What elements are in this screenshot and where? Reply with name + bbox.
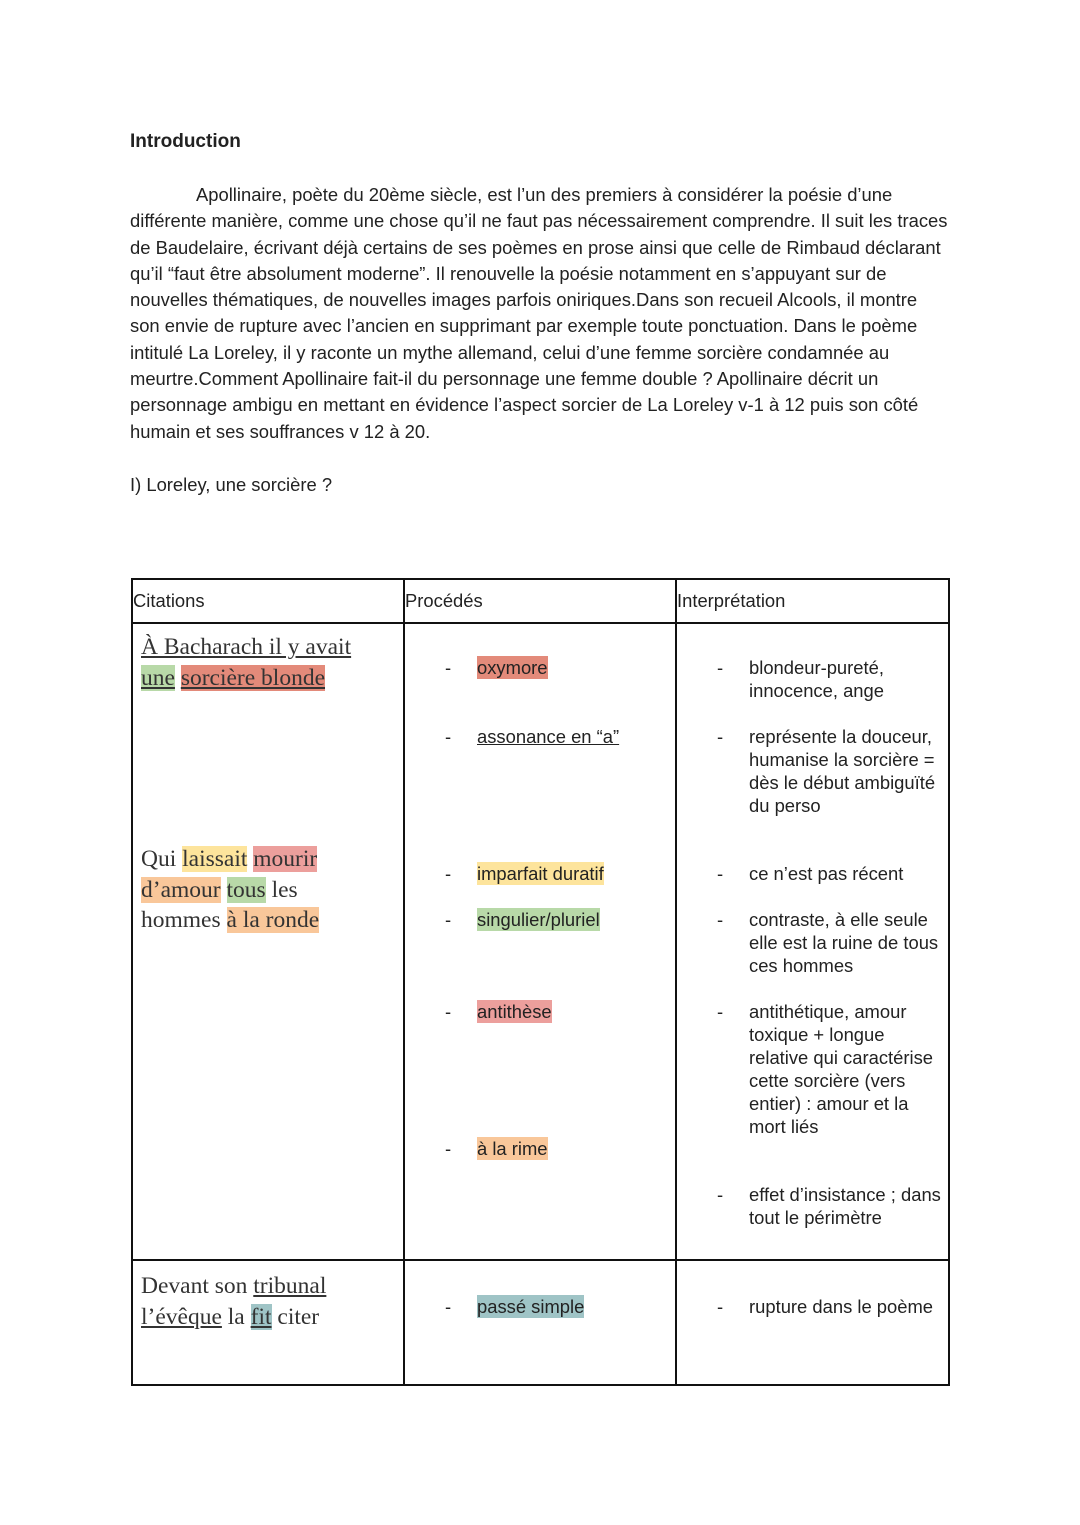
bullet-dash: - bbox=[445, 726, 452, 747]
bullet-dash: - bbox=[717, 863, 724, 884]
procede-imparfait: imparfait duratif bbox=[477, 863, 604, 884]
bullet-dash: - bbox=[717, 726, 724, 747]
header-procedes: Procédés bbox=[404, 579, 676, 623]
procede-oxymore: oxymore bbox=[477, 657, 548, 678]
citations-cell bbox=[132, 623, 404, 1260]
bullet-dash: - bbox=[445, 909, 452, 930]
quote-word: Devant son bbox=[141, 1273, 254, 1299]
analysis-table bbox=[131, 578, 950, 1386]
citations-cell bbox=[132, 1260, 404, 1385]
quote-word: tribunal bbox=[253, 1273, 327, 1299]
bullet-dash: - bbox=[717, 1001, 724, 1022]
quote-word: l’évêque bbox=[141, 1303, 222, 1330]
header-citations: Citations bbox=[132, 579, 404, 623]
quote-word: tous bbox=[226, 876, 266, 903]
procede-rime: à la rime bbox=[477, 1138, 548, 1159]
quote-word: les bbox=[265, 876, 298, 903]
section-title: I) Loreley, une sorcière ? bbox=[130, 473, 333, 495]
quote-word: à la ronde bbox=[226, 907, 320, 933]
bullet-dash: - bbox=[445, 1001, 452, 1022]
table-row bbox=[132, 1260, 949, 1385]
quote-line: À Bacharach il y avait bbox=[141, 634, 352, 660]
bullet-dash: - bbox=[445, 657, 452, 678]
quote-word: sorcière blonde bbox=[180, 664, 326, 691]
intro-paragraph: Apollinaire, poète du 20ème siècle, est l’un des premiers à considérer la poésie d’une différente manière, comme une chose qu’il ne faut pas nécessairement comprendre. Il suit les traces de Baudelaire, écrivant déjà certains de ses poèmes en prose ainsi que celle de Rimbaud déclarant qu’il “faut être absolument moderne”. Il renouvelle la poésie notamment en s’appuyant sur de nouvelles thématiques, de nouvelles images parfois oniriques.Dans son recueil Alcools, il montre son envie de rupture avec l’ancien en supprimant par exemple toute ponctuation. Dans le poème intitulé La Loreley, il y raconte un mythe allemand, celui d’une femme sorcière condamnée au meurtre.Comment Apollinaire fait-il du personnage une femme double ? Apollinaire décrit un personnage ambigu en mettant en évidence l’aspect sorcier de La Loreley v-1 à 12 puis son côté humain et ses souffrances v 12 à 20. bbox=[130, 184, 948, 442]
quote-word: Qui bbox=[141, 846, 183, 872]
quote-bacharach bbox=[141, 632, 351, 693]
quote-word: la bbox=[221, 1303, 251, 1330]
interpretation-text: effet d’insistance ; dans tout le périmètre bbox=[749, 1184, 941, 1228]
interpretation-text: blondeur-pureté, innocence, ange bbox=[749, 657, 884, 701]
bullet-dash: - bbox=[717, 1184, 724, 1205]
quote-word: mourir bbox=[253, 846, 318, 872]
bullet-dash: - bbox=[717, 657, 724, 678]
bullet-dash: - bbox=[445, 863, 452, 884]
interpretation-text: représente la douceur, humanise la sorcière = dès le début ambiguïté du perso bbox=[749, 726, 936, 816]
procede-passe-simple: passé simple bbox=[477, 1296, 585, 1317]
quote-space bbox=[175, 665, 181, 691]
quote-word: une bbox=[141, 664, 175, 691]
bullet-dash: - bbox=[717, 1296, 724, 1317]
quote-word: fit bbox=[250, 1303, 272, 1330]
interpretation-text: antithétique, amour toxique + longue relative qui caractérise cette sorcière (vers entier) : amour et la mort liés bbox=[749, 1001, 933, 1137]
quote-laissait bbox=[141, 844, 319, 936]
quote-tribunal bbox=[141, 1271, 326, 1332]
procede-antithese: antithèse bbox=[477, 1001, 552, 1022]
procede-assonance: assonance en “a” bbox=[477, 726, 620, 747]
interpretation-cell bbox=[676, 623, 949, 1260]
document-page bbox=[130, 128, 950, 499]
quote-word: laissait bbox=[182, 846, 248, 872]
intro-title: Introduction bbox=[130, 131, 241, 152]
bullet-dash: - bbox=[445, 1138, 452, 1159]
bullet-dash: - bbox=[445, 1296, 452, 1317]
quote-word: d’amour bbox=[141, 876, 221, 903]
procede-singulier-pluriel: singulier/pluriel bbox=[477, 909, 600, 930]
header-interpretation: Interprétation bbox=[676, 579, 949, 623]
table-row bbox=[132, 623, 949, 1260]
procedes-cell bbox=[404, 1260, 676, 1385]
interpretation-text: contraste, à elle seule elle est la ruine de tous ces hommes bbox=[749, 909, 939, 976]
bullet-dash: - bbox=[717, 909, 724, 930]
procedes-cell bbox=[404, 623, 676, 1260]
quote-word: citer bbox=[271, 1303, 320, 1330]
table-header-row bbox=[132, 579, 949, 623]
interpretation-text: rupture dans le poème bbox=[749, 1296, 934, 1317]
interpretation-cell bbox=[676, 1260, 949, 1385]
quote-word: hommes bbox=[141, 907, 227, 933]
quote-space bbox=[221, 877, 227, 903]
interpretation-text: ce n’est pas récent bbox=[749, 863, 904, 884]
